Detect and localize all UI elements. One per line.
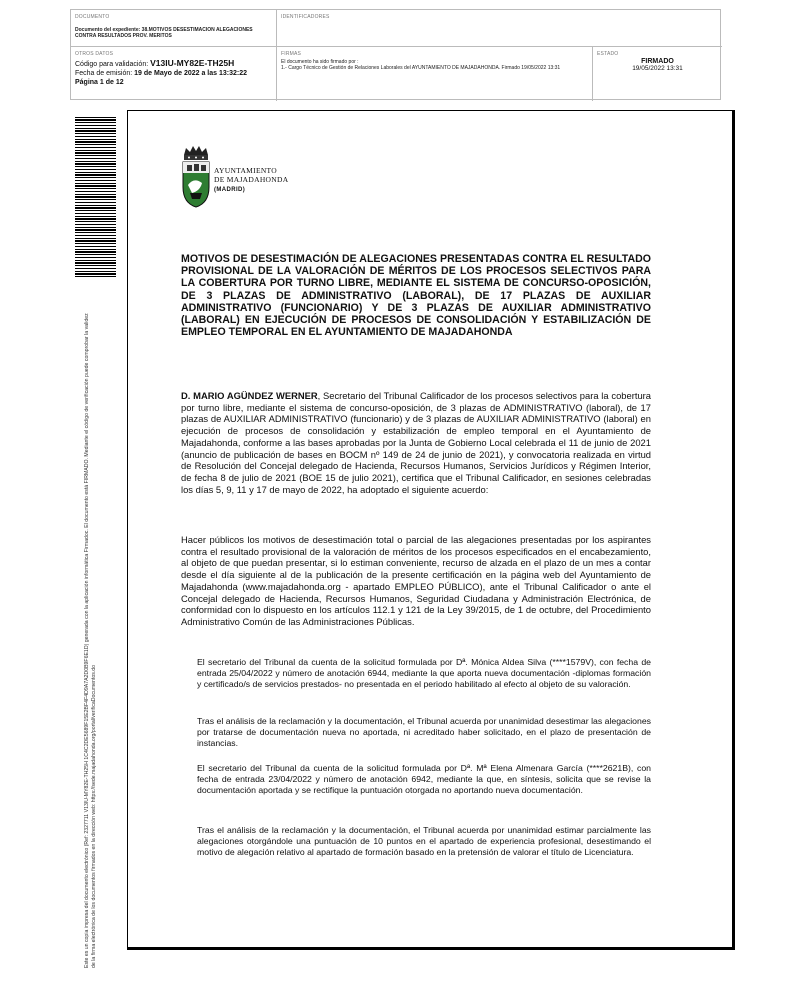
paragraph-certifica-text: , Secretario del Tribunal Calificador de los procesos selectivos para la cobertura por turno libre, mediante el sistema de concurso-oposición, de 3 plazas de ADMINISTRATIVO (laboral), de 17 plazas de AUXILIAR ADMINISTRATIVO (funcionario) y de 3 plazas de AUXILIAR ADMINISTRATIVO (laboral) en ejecución de procesos de consolidación y estabilización de empleo temporal en el Ayuntamiento de Majadahonda, conforme a las bases aprobadas por la Junta de Gobierno Local celebrada el 11 de junio de 2021 (anuncio de publicación de bases en BOCM nº 149 de 24 de junio de 2021), y convocatoria realizada en virtud de Resolución del Concejal delegado de Hacienda, Recursos Humanos, Servicios Jurídicos y Régimen Interior, de fecha 8 de julio de 2021 (BOE 15 de julio 2021), certifica que el Tribunal Calificador, en sesiones celebradas los días 5, 9, 11 y 17 de mayo de 2022, ha adoptado el siguiente acuerdo:: [181, 390, 651, 495]
estado-label: ESTADO: [597, 51, 619, 57]
firmas-text: 1.- Cargo Técnico de Gestión de Relaciones Laborales del AYUNTAMIENTO DE MAJADAHONDA. Firmado 19/05/2022 13:31: [281, 65, 561, 71]
codigo-label: Código para validación:: [75, 61, 149, 68]
documento-text: Documento del expediente: 38.MOTIVOS DESESTIMACION ALEGACIONES CONTRA RESULTADOS PROV. MERITOS: [75, 27, 253, 39]
fecha-label: Fecha de emisión:: [75, 70, 133, 77]
paragraph-acuerdo: Hacer públicos los motivos de desestimación total o parcial de las alegaciones presentadas por los aspirantes contra el resultado provisional de la valoración de méritos de los procesos especificados en el encabezamiento, al objeto de que puedan presentar, si lo estiman conveniente, recurso de alzada en el plazo de un mes a contar desde el día siguiente al de la publicación de la presente certificación en la página web del Ayuntamiento de Majadahonda (www.majadahonda.org - apartado EMPLEO PÚBLICO), ante el Tribunal Calificador o ante el Concejal delegado de Hacienda, Recursos Humanos, Seguridad Ciudadana y Administración Electrónica, de conformidad con lo dispuesto en los artículos 112.1 y 121 de la Ley 39/2015, de 1 de octubre, del Procedimiento Administrativo Común de las Administraciones Públicas.: [181, 534, 651, 627]
alegacion-paragraph-1: El secretario del Tribunal da cuenta de la solicitud formulada por Dª. Mónica Aldea Silva (****1579V), con fecha de entrada 25/04/2022 y número de anotación 6944, mediante la que aporta nueva documentación -diplomas formación y certificado/s de servicios prestados- no presentada en el periodo habilitado al efecto al objeto de su valoración.: [197, 657, 651, 689]
fecha-emision: [75, 69, 272, 78]
estado-date: 19/05/2022 13:31: [632, 65, 683, 72]
identificadores-label: IDENTIFICADORES: [281, 14, 330, 20]
letterhead: [214, 166, 288, 195]
coat-of-arms-logo: [180, 145, 212, 209]
page-counter: Página 1 de 12: [75, 79, 124, 86]
letterhead-line3: (MADRID): [214, 187, 246, 193]
codigo-validacion: [75, 59, 272, 69]
paragraph-certifica: [181, 390, 651, 495]
documento-label: DOCUMENTO: [75, 14, 110, 20]
document-header: [70, 9, 721, 100]
identificadores-cell: [277, 10, 722, 47]
codigo-value: V13IU-MY82E-TH25H: [150, 58, 235, 68]
fecha-value: 19 de Mayo de 2022 a las 13:32:22: [134, 70, 248, 77]
otros-datos-label: OTROS DATOS: [75, 51, 114, 57]
page-frame: [127, 110, 735, 950]
letterhead-line2: DE MAJADAHONDA: [214, 175, 289, 184]
firmas-intro: El documento ha sido firmado por :: [281, 59, 359, 65]
barcode: [75, 117, 116, 277]
alegacion-paragraph-3: El secretario del Tribunal da cuenta de la solicitud formulada por Dª. Mª Elena Almenara García (****2621B), con fecha de entrada 23/04/2022 y número de anotación 6942, mediante la que, en síntesis, solicita que se revise la documentación aportada y se rectifique la puntuación otorgada no aportando nueva documentación.: [197, 763, 651, 795]
firmas-label: FIRMAS: [281, 51, 302, 57]
verification-side-text: Este es un copia impresa del documento electrónico (Ref: 2327711 V13IU-MY82E-TH25H 1C4C2DE5689F15E2BF4F4D9A7A2D0B9F6E1D) generada con la aplicación informática Firmadoc. El documento está FIRMADO. Mediante el código de verificación puede comprobar la validez de la firma electrónica de los documentos firmados en la dirección web: https://sede.majadahonda.org/portal/verificaDocumentos.do: [84, 313, 97, 968]
documento-cell: [71, 10, 277, 47]
estado-cell: [593, 47, 722, 101]
document-title: MOTIVOS DE DESESTIMACIÓN DE ALEGACIONES PRESENTADAS CONTRA EL RESULTADO PROVISIONAL DE LA VALORACIÓN DE MÉRITOS DE LOS PROCESOS SELECTIVOS PARA LA COBERTURA POR TURNO LIBRE, MEDIANTE EL SISTEMA DE CONCURSO-OPOSICIÓN, DE 3 PLAZAS DE ADMINISTRATIVO (LABORAL), DE 17 PLAZAS DE AUXILIAR ADMINISTRATIVO (FUNCIONARIO) Y DE 3 PLAZAS DE AUXILIAR ADMINISTRATIVO (LABORAL) EN EJECUCIÓN DE PROCESOS DE CONSOLIDACIÓN Y ESTABILIZACIÓN DE EMPLEO TEMPORAL EN EL AYUNTAMIENTO DE MAJADAHONDA: [181, 253, 651, 339]
alegacion-paragraph-2: Tras el análisis de la reclamación y la documentación, el Tribunal acuerda por unanimidad desestimar las alegaciones por tratarse de documentación nueva no aportada, ni acreditado haber solicitado, en el plazo de presentación de instancias.: [197, 716, 651, 748]
secretary-name: D. MARIO AGÜNDEZ WERNER: [181, 390, 318, 401]
firmas-cell: [277, 47, 593, 101]
otros-datos-cell: [71, 47, 277, 101]
estado-value: FIRMADO: [641, 58, 674, 65]
alegacion-paragraph-4: Tras el análisis de la reclamación y la documentación, el Tribunal acuerda por unanimidad estimar parcialmente las alegaciones otorgándole una puntuación de 10 puntos en el apartado de experiencia profesional, desestimando el motivo de alegación relativo al apartado de formación basado en la pretensión de valorar el título de Licenciatura.: [197, 825, 651, 857]
letterhead-line1: AYUNTAMIENTO: [214, 166, 277, 175]
